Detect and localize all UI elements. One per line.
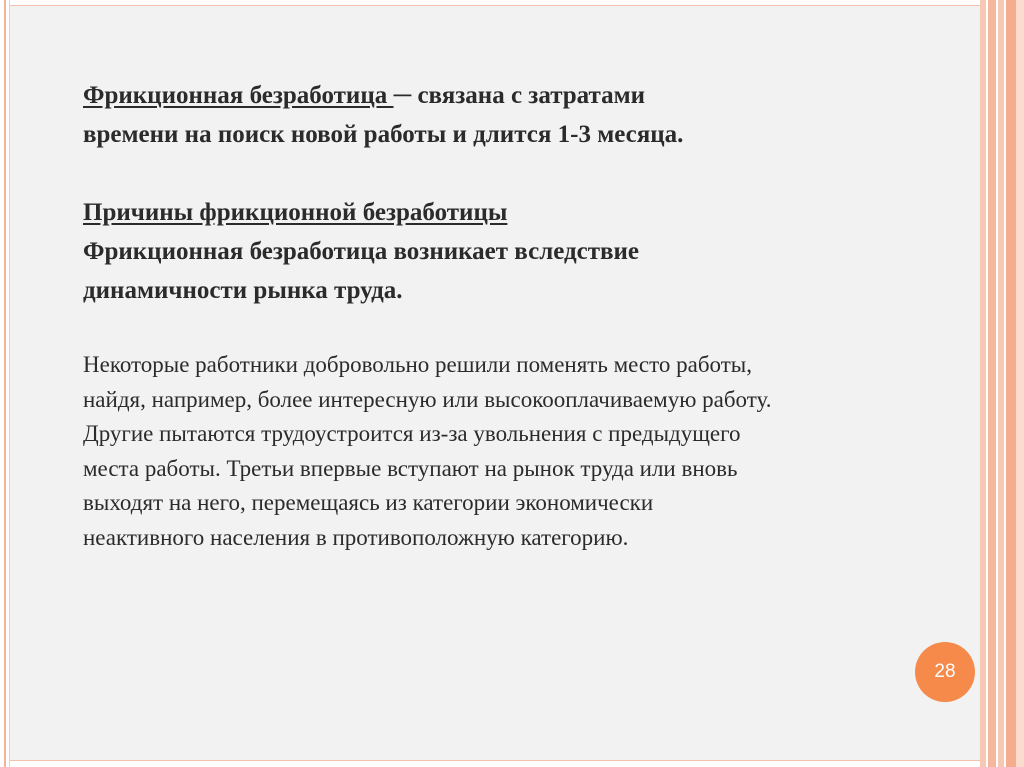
- definition-paragraph: [83, 76, 923, 154]
- right-stripe: [1006, 0, 1016, 767]
- right-stripe: [1016, 0, 1024, 767]
- causes-heading: Причины фрикционной безработицы: [83, 199, 508, 226]
- page-number-badge: 28: [915, 642, 975, 702]
- body-line: выходят на него, перемещаясь из категории экономически: [83, 490, 654, 515]
- right-stripe: [988, 0, 996, 767]
- causes-line2: динамичности рынка труда.: [83, 277, 403, 304]
- body-line: места работы. Третьи впервые вступают на рынок труда или вновь: [83, 455, 738, 481]
- causes-paragraph: [83, 193, 923, 310]
- definition-dash: ─: [393, 82, 412, 109]
- definition-term: Фрикционная безработица: [83, 82, 394, 109]
- body-line: неактивного населения в противоположную категорию.: [83, 524, 629, 550]
- definition-text-line1: связана с затратами: [411, 82, 646, 109]
- definition-text-line2: времени на поиск новой работы и длится 1-3 месяца.: [83, 121, 684, 148]
- body-line: Некоторые работники добровольно решили поменять место работы,: [83, 352, 752, 377]
- body-line: найдя, например, более интересную или высокооплачиваемую работу.: [83, 386, 772, 412]
- body-paragraph: [83, 348, 923, 555]
- left-border-line: [4, 0, 6, 767]
- body-line: Другие пытаются трудоустроится из-за увольнения с предыдущего: [83, 421, 741, 446]
- top-frame-line: [10, 5, 980, 6]
- slide-text: [83, 76, 923, 555]
- causes-line1: Фрикционная безработица возникает вследствие: [83, 238, 640, 265]
- bottom-frame-line: [10, 760, 980, 761]
